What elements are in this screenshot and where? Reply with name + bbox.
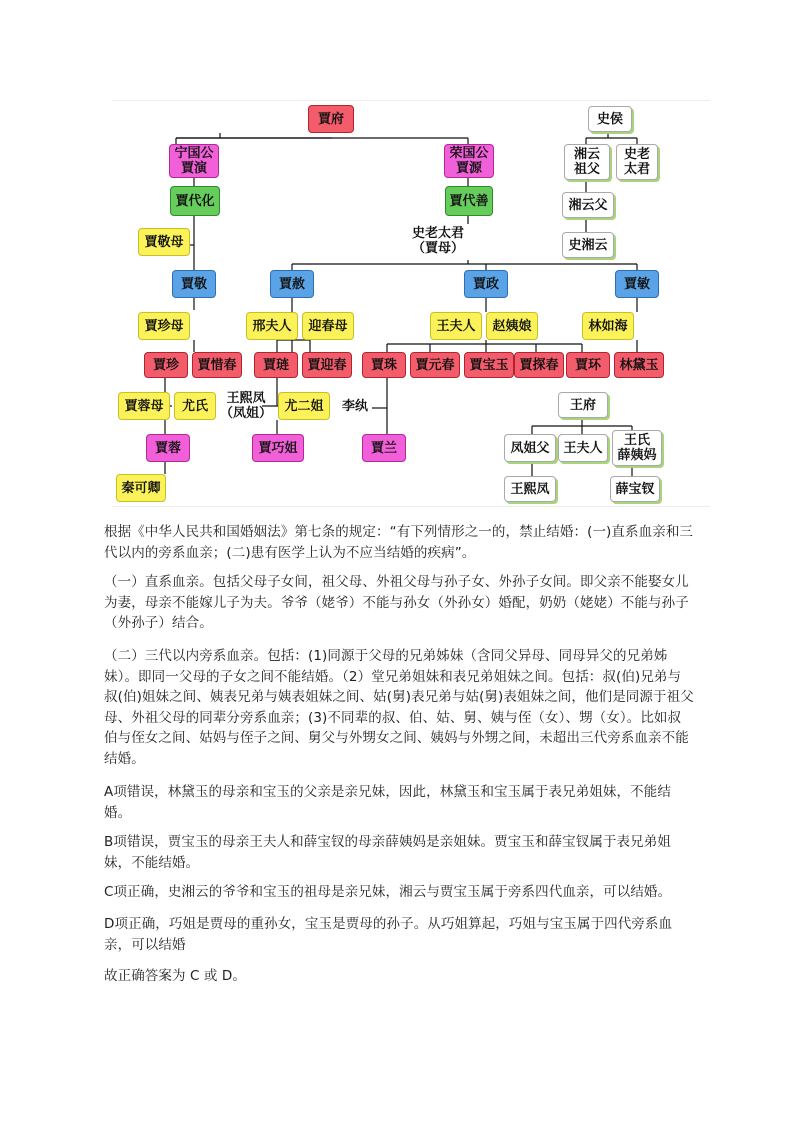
node-wang-shi [612,430,662,466]
label-xue-yima: 薛姨妈 [617,448,657,463]
node-shi-laotaijun-right [616,144,658,180]
option-c: C项正确，史湘云的爷爷和宝玉的祖母是亲兄妹，湘云与贾宝玉属于旁系四代血亲，可以结婚。 [104,884,672,900]
label-jia-yan: 賈演 [180,161,207,176]
node-jia-jingmu: 賈敬母 [138,228,190,256]
node-jia-daishan: 賈代善 [445,186,493,216]
node-jia-zhu: 賈珠 [362,352,406,378]
option-d: D项正确，巧姐是贾母的重孙女，宝玉是贾母的孙子。从巧姐算起，巧姐与宝玉属于四代旁系血亲，可以结婚 [104,916,673,953]
node-wang-xifeng [220,388,272,424]
label-rongguo-gong: 荣国公 [449,146,489,161]
node-lin-ruhai: 林如海 [582,312,634,340]
bottom-divider [112,506,710,507]
option-a: A项错误，林黛玉的母亲和宝玉的父亲是亲兄妹，因此，林黛玉和宝玉属于表兄弟姐妹，不能结婚。 [104,784,671,821]
node-jia-she: 賈赦 [270,270,314,298]
node-jia-yuan [444,144,494,178]
node-jia-zhenmu: 賈珍母 [138,312,190,340]
node-jia-yingchun: 賈迎春 [302,352,352,378]
label-taijun: 太君 [623,162,650,177]
label-zufu: 祖父 [573,162,600,177]
node-xiangyun-fu: 湘云父 [562,192,614,218]
node-jia-jing: 賈敬 [172,270,216,298]
node-xiangyun-zufu [564,144,610,180]
node-jia-lian: 賈琏 [254,352,298,378]
node-fengjie-fu: 凤姐父 [504,434,556,462]
node-wang-furen: 王夫人 [430,312,482,340]
paragraph-lineal: （一）直系血亲。包括父母子女间，祖父母、外祖父母与孙子女、外孙子女间。即父亲不能娶女儿为妻，母亲不能嫁儿子为夫。爷爷（姥爷）不能与孙女（外孙女）婚配，奶奶（姥姥）不能与孙子（外孙子）结合。 [104,574,689,631]
node-jia-baoyu: 賈宝玉 [464,352,514,378]
option-b: B项错误，贾宝玉的母亲王夫人和薛宝钗的母亲薛姨妈是亲姐妹。贾宝玉和薛宝钗属于表兄弟姐妹，不能结婚。 [104,834,671,871]
node-lin-daiyu: 林黛玉 [614,352,664,378]
label-jia-mu: （賈母） [411,241,464,256]
node-qin-keqing: 秦可卿 [116,474,166,502]
node-shi-xiangyun: 史湘云 [562,232,614,258]
node-li-wan: 李纨 [341,398,368,414]
node-jia-daihua: 賈代化 [170,186,220,216]
node-wang-furen-right: 王夫人 [558,434,608,462]
node-xue-baochai: 薛宝钗 [610,476,660,502]
node-zhao-yiniang: 赵姨娘 [486,312,538,340]
node-xing-furen: 邢夫人 [246,312,298,340]
node-jia-yuanchun: 賈元春 [410,352,460,378]
node-wang-fu: 王府 [558,392,608,418]
node-jia-yan [169,144,219,178]
node-jia-xichun: 賈惜春 [192,352,242,378]
node-you-shi: 尤氏 [174,392,216,420]
node-jia-zhen: 賈珍 [144,352,188,378]
node-jia-lan: 賈兰 [362,434,406,462]
label-wang-shi: 王氏 [623,433,650,448]
paragraph-intro: 根据《中华人民共和国婚姻法》第七条的规定：“有下列情形之一的，禁止结婚：(一)直系血亲和三代以内的旁系血亲；(二)患有医学上认为不应当结婚的疾病”。 [104,524,694,561]
node-wang-xifeng-right: 王熙凤 [504,476,556,502]
node-jia-huan: 賈环 [566,352,610,378]
label-wang-xifeng: 王熙凤 [226,391,266,406]
node-jia-min: 賈敏 [615,270,659,298]
node-jia-qiaojie: 賈巧姐 [252,434,304,462]
answer: 故正确答案为 C 或 D。 [104,968,246,984]
family-tree-diagram [112,100,710,505]
paragraph-collateral: （二）三代以内旁系血亲。包括：(1)同源于父母的兄弟姊妹（含同父异母、同母异父的兄弟姊妹）。即同一父母的子女之间不能结婚。（2）堂兄弟姐妹和表兄弟姐妹之间。包括：叔(伯)兄弟与叔(伯)姐妹之间、姨表兄弟与姨表姐妹之间、姑(舅)表兄弟与姑(舅)表姐妹之间，他们是同源于祖父母、外祖父母的同辈分旁系血亲；(3)不同辈的叔、伯、姑、舅、姨与侄（女）、甥（女）。比如叔伯与侄女之间、姑妈与侄子之间、舅父与外甥女之间、姨妈与外甥之间，未超出三代旁系血亲不能结婚。 [104,648,694,767]
node-shi-laotaijun [402,222,474,260]
node-jia-zheng: 賈政 [464,270,508,298]
node-shi-hou: 史侯 [588,106,632,132]
node-jia-fu: 賈府 [308,105,354,133]
node-jia-tanchun: 賈探春 [514,352,564,378]
label-shi-laotaijun: 史老太君 [411,226,464,241]
node-you-erjie: 尤二姐 [278,392,330,420]
node-jia-rong: 賈蓉 [146,434,190,462]
node-yingchun-mu: 迎春母 [302,312,354,340]
node-jia-rongmu: 賈蓉母 [118,392,170,420]
label-shilao: 史老 [623,147,650,162]
label-jia-yuan: 賈源 [455,161,482,176]
label-xiangyun: 湘云 [573,147,600,162]
label-ningguo-gong: 宁国公 [174,146,214,161]
label-fengjie: （凤姐） [220,406,272,421]
